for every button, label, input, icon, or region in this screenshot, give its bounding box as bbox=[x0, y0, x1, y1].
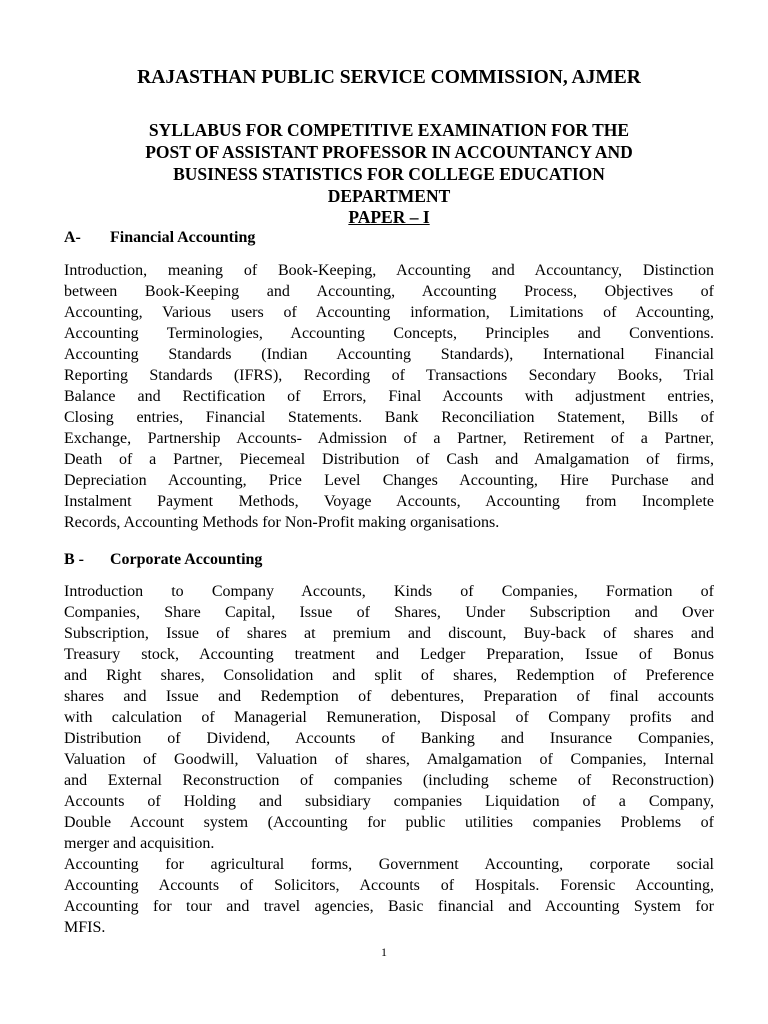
paragraph-line: Introduction to Company Accounts, Kinds of Companies, Formation of bbox=[64, 583, 714, 600]
paragraph-line: Accounting Standards (Indian Accounting Standards), International Financial bbox=[64, 346, 714, 363]
paragraph-line: Closing entries, Financial Statements. Bank Reconciliation Statement, Bills of bbox=[64, 409, 714, 426]
section-title: Corporate Accounting bbox=[110, 551, 263, 568]
paragraph-line: Accounting Terminologies, Accounting Concepts, Principles and Conventions. bbox=[64, 325, 714, 342]
paragraph-line: Accounts of Holding and subsidiary companies Liquidation of a Company, bbox=[64, 793, 714, 810]
paper-title: PAPER – I bbox=[348, 207, 430, 227]
paragraph-line: Instalment Payment Methods, Voyage Accounts, Accounting from Incomplete bbox=[64, 493, 714, 510]
section-body-corporate-accounting bbox=[64, 581, 714, 938]
paragraph-line: MFIS. bbox=[64, 919, 106, 936]
paragraph-line: shares and Issue and Redemption of debentures, Preparation of final accounts bbox=[64, 688, 714, 705]
syllabus-title-line: BUSINESS STATISTICS FOR COLLEGE EDUCATION bbox=[173, 164, 605, 184]
section-letter: A- bbox=[64, 229, 81, 246]
paragraph-line: Companies, Share Capital, Issue of Shares, Under Subscription and Over bbox=[64, 604, 714, 621]
page-number: 1 bbox=[381, 945, 387, 959]
paragraph-line: Death of a Partner, Piecemeal Distribution of Cash and Amalgamation of firms, bbox=[64, 451, 714, 468]
paragraph-line: Double Account system (Accounting for public utilities companies Problems of bbox=[64, 814, 714, 831]
paragraph-line: Introduction, meaning of Book-Keeping, Accounting and Accountancy, Distinction bbox=[64, 262, 714, 279]
syllabus-title bbox=[64, 119, 714, 207]
paragraph-line: Accounting for tour and travel agencies, Basic financial and Accounting System for bbox=[64, 898, 714, 915]
paragraph-line: and External Reconstruction of companies (including scheme of Reconstruction) bbox=[64, 772, 714, 789]
paragraph-line: Balance and Rectification of Errors, Final Accounts with adjustment entries, bbox=[64, 388, 714, 405]
paragraph-line: and Right shares, Consolidation and split of shares, Redemption of Preference bbox=[64, 667, 714, 684]
paragraph-line: Subscription, Issue of shares at premium and discount, Buy-back of shares and bbox=[64, 625, 714, 642]
section-heading-financial-accounting bbox=[64, 228, 714, 248]
organization-title: RAJASTHAN PUBLIC SERVICE COMMISSION, AJMER bbox=[137, 67, 641, 88]
paragraph-line: Distribution of Dividend, Accounts of Banking and Insurance Companies, bbox=[64, 730, 714, 747]
paragraph-line: between Book-Keeping and Accounting, Accounting Process, Objectives of bbox=[64, 283, 714, 300]
section-heading-corporate-accounting bbox=[64, 550, 714, 570]
paragraph-line: Depreciation Accounting, Price Level Changes Accounting, Hire Purchase and bbox=[64, 472, 714, 489]
paragraph-line: Treasury stock, Accounting treatment and Ledger Preparation, Issue of Bonus bbox=[64, 646, 714, 663]
syllabus-title-line: SYLLABUS FOR COMPETITIVE EXAMINATION FOR THE bbox=[148, 120, 630, 140]
paragraph-line: Valuation of Goodwill, Valuation of shares, Amalgamation of Companies, Internal bbox=[64, 751, 714, 768]
section-body-financial-accounting bbox=[64, 260, 714, 533]
paragraph-line: Exchange, Partnership Accounts- Admission of a Partner, Retirement of a Partner, bbox=[64, 430, 714, 447]
paragraph-line: Accounting Accounts of Solicitors, Accounts of Hospitals. Forensic Accounting, bbox=[64, 877, 714, 894]
paragraph-line: Accounting for agricultural forms, Government Accounting, corporate social bbox=[64, 856, 714, 873]
paragraph-line: merger and acquisition. bbox=[64, 835, 215, 852]
paragraph-line: Reporting Standards (IFRS), Recording of Transactions Secondary Books, Trial bbox=[64, 367, 714, 384]
document-page bbox=[64, 66, 714, 938]
paragraph-line: Accounting, Various users of Accounting information, Limitations of Accounting, bbox=[64, 304, 714, 321]
section-letter: B - bbox=[64, 551, 84, 568]
syllabus-title-line: DEPARTMENT bbox=[327, 186, 451, 206]
syllabus-title-line: POST OF ASSISTANT PROFESSOR IN ACCOUNTANCY AND bbox=[145, 142, 633, 162]
section-title: Financial Accounting bbox=[110, 229, 256, 246]
paragraph-line: with calculation of Managerial Remuneration, Disposal of Company profits and bbox=[64, 709, 714, 726]
paragraph-line: Records, Accounting Methods for Non-Profit making organisations. bbox=[64, 514, 500, 531]
